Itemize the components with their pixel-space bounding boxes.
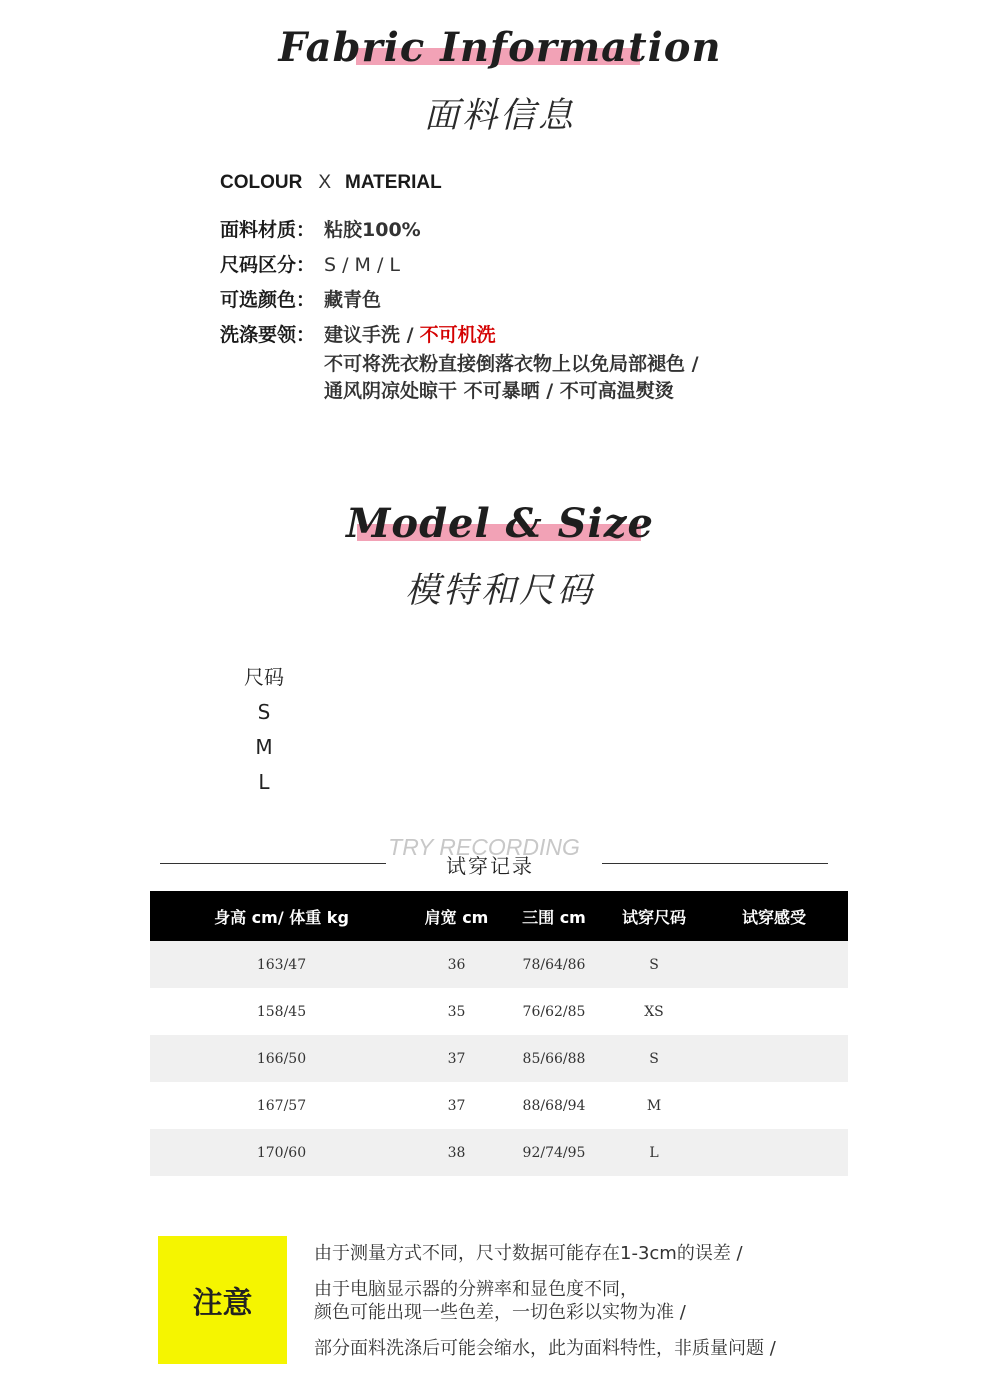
table-row bbox=[150, 988, 848, 1035]
cell-shoulder: 38 bbox=[413, 1129, 500, 1176]
info-label: 洗涤要领： bbox=[220, 324, 316, 346]
cell-fit-size: XS bbox=[608, 988, 700, 1035]
header-feedback: 试穿感受 bbox=[700, 891, 848, 941]
cell-shoulder: 35 bbox=[413, 988, 500, 1035]
info-row-color bbox=[220, 286, 381, 314]
info-row-care bbox=[220, 321, 496, 349]
size-item: M bbox=[255, 735, 273, 759]
table-row bbox=[150, 1082, 848, 1129]
notice-line-4: 部分面料洗涤后可能会缩水，此为面料特性，非质量问题 / bbox=[314, 1338, 776, 1359]
table-row bbox=[150, 1129, 848, 1176]
cell-height-weight: 166/50 bbox=[150, 1035, 413, 1082]
cell-fit-size: S bbox=[608, 941, 700, 988]
size-header: 尺码 bbox=[244, 665, 284, 689]
no-machine-wash-warning: 不可机洗 bbox=[419, 324, 496, 346]
try-title-cn: 试穿记录 bbox=[446, 854, 534, 878]
divider-left bbox=[160, 863, 386, 864]
notice-line-2: 由于电脑显示器的分辨率和显色度不同， bbox=[314, 1279, 638, 1300]
cell-height-weight: 167/57 bbox=[150, 1082, 413, 1129]
notice-badge: 注意 bbox=[158, 1236, 287, 1364]
header-height-weight: 身高 cm/ 体重 kg bbox=[150, 891, 413, 941]
info-row-size bbox=[220, 251, 400, 279]
cell-measurements: 76/62/85 bbox=[500, 988, 608, 1035]
care-line-3: 通风阴凉处晾干 不可暴晒 / 不可高温熨烫 bbox=[324, 380, 674, 402]
cell-measurements: 88/68/94 bbox=[500, 1082, 608, 1129]
fabric-title-en: Fabric Information bbox=[278, 24, 722, 71]
fit-record-table bbox=[150, 891, 848, 1176]
notice-line-3: 颜色可能出现一些色差，一切色彩以实物为准 / bbox=[314, 1302, 686, 1323]
model-title-en: Model & Size bbox=[346, 500, 654, 547]
cell-fit-size: L bbox=[608, 1129, 700, 1176]
info-label: 面料材质： bbox=[220, 219, 316, 241]
cell-shoulder: 37 bbox=[413, 1082, 500, 1129]
cell-height-weight: 170/60 bbox=[150, 1129, 413, 1176]
cell-feedback bbox=[700, 1129, 848, 1176]
cell-height-weight: 163/47 bbox=[150, 941, 413, 988]
header-shoulder: 肩宽 cm bbox=[413, 891, 500, 941]
cell-feedback bbox=[700, 941, 848, 988]
cell-fit-size: M bbox=[608, 1082, 700, 1129]
table-header-row bbox=[150, 891, 848, 941]
material-label: MATERIAL bbox=[345, 172, 442, 193]
cell-measurements: 92/74/95 bbox=[500, 1129, 608, 1176]
notice-line-1: 由于测量方式不同，尺寸数据可能存在1-3cm的误差 / bbox=[314, 1243, 743, 1264]
try-title-en: TRY RECORDING bbox=[388, 834, 580, 860]
info-row-material bbox=[220, 216, 421, 244]
cell-shoulder: 37 bbox=[413, 1035, 500, 1082]
info-value: 建议手洗 / bbox=[324, 324, 414, 346]
size-item: L bbox=[258, 770, 270, 794]
info-value: 藏青色 bbox=[324, 289, 382, 311]
cell-measurements: 85/66/88 bbox=[500, 1035, 608, 1082]
cell-measurements: 78/64/86 bbox=[500, 941, 608, 988]
size-list bbox=[234, 662, 294, 802]
info-value: S / M / L bbox=[324, 254, 400, 276]
cell-height-weight: 158/45 bbox=[150, 988, 413, 1035]
x-separator: X bbox=[318, 172, 332, 193]
fabric-title-cn: 面料信息 bbox=[423, 96, 576, 136]
table-row bbox=[150, 941, 848, 988]
info-label: 尺码区分： bbox=[220, 254, 316, 276]
colour-label: COLOUR bbox=[220, 172, 303, 193]
cell-fit-size: S bbox=[608, 1035, 700, 1082]
table-row bbox=[150, 1035, 848, 1082]
header-measurements: 三围 cm bbox=[500, 891, 608, 941]
header-fit-size: 试穿尺码 bbox=[608, 891, 700, 941]
colour-material-line bbox=[220, 172, 442, 194]
model-title-cn: 模特和尺码 bbox=[404, 571, 595, 611]
divider-right bbox=[602, 863, 828, 864]
size-item: S bbox=[257, 700, 271, 724]
info-value: 粘胶100% bbox=[324, 219, 421, 241]
care-line-2: 不可将洗衣粉直接倒落衣物上以免局部褪色 / bbox=[324, 353, 699, 375]
info-label: 可选颜色： bbox=[220, 289, 316, 311]
cell-shoulder: 36 bbox=[413, 941, 500, 988]
cell-feedback bbox=[700, 988, 848, 1035]
cell-feedback bbox=[700, 1035, 848, 1082]
cell-feedback bbox=[700, 1082, 848, 1129]
